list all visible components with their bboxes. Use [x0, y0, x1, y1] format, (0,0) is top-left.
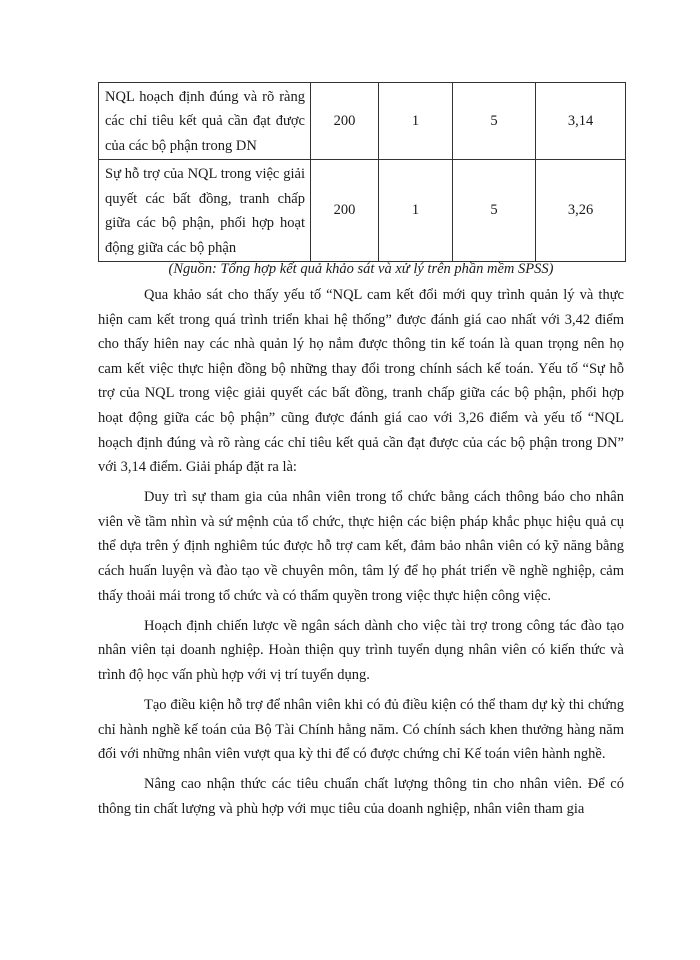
paragraph: Duy trì sự tham gia của nhân viên trong tổ chức bằng cách thông báo cho nhân viên về tầm nhìn và sứ mệnh của tổ chức, thực hiện các biện pháp khắc phục hiệu quả cụ thể dựa trên ý định nghiêm túc được hỗ trợ cam kết, đảm bảo nhân viên có kỹ năng bằng cách huấn luyện và đào tạo về chuyên môn, tâm lý để họ phát triển về nghề nghiệp, cảm thấy thoải mái trong tổ chức và có thẩm quyền trong việc thực hiện công việc.	[98, 489, 624, 604]
max-cell: 5	[453, 160, 536, 262]
paragraph: Hoạch định chiến lược về ngân sách dành cho việc tài trợ trong công tác đào tạo nhân viên tại doanh nghiệp. Hoàn thiện quy trình tuyển dụng nhân viên có kiến thức và trình độ học vấn phù hợp với vị trí tuyển dụng.	[98, 617, 624, 683]
survey-results-table	[98, 82, 626, 262]
table-row	[99, 83, 626, 160]
mean-cell: 3,14	[536, 83, 626, 160]
n-cell: 200	[311, 160, 379, 262]
n-cell: 200	[311, 83, 379, 160]
factor-cell: NQL hoạch định đúng và rõ ràng các chỉ tiêu kết quả cần đạt được của các bộ phận trong DN	[99, 83, 311, 160]
paragraph: Nâng cao nhận thức các tiêu chuẩn chất lượng thông tin cho nhân viên. Để có thông tin chất lượng và phù hợp với mục tiêu của doanh nghiệp, nhân viên tham gia	[98, 776, 624, 817]
factor-cell: Sự hỗ trợ của NQL trong việc giải quyết các bất đồng, tranh chấp giữa các bộ phận, phối hợp hoạt động giữa các bộ phận	[99, 160, 311, 262]
min-cell: 1	[379, 83, 453, 160]
paragraph: Tạo điều kiện hỗ trợ để nhân viên khi có đủ điều kiện có thể tham dự kỳ thi chứng chỉ hành nghề kế toán của Bộ Tài Chính hằng năm. Có chính sách khen thưởng hàng năm đối với những nhân viên vượt qua kỳ thi để có được chứng chỉ Kế toán viên hành nghề.	[98, 697, 624, 763]
table-source-caption: (Nguồn: Tổng hợp kết quả khảo sát và xử lý trên phần mềm SPSS)	[168, 261, 554, 277]
table-row	[99, 160, 626, 262]
min-cell: 1	[379, 160, 453, 262]
body-text	[98, 283, 624, 827]
paragraph: Qua khảo sát cho thấy yếu tố “NQL cam kết đổi mới quy trình quản lý và thực hiện cam kết trong quá trình triển khai hệ thống” được đánh giá cao nhất với 3,42 điểm cho thấy hiên nay các nhà quản lý họ nắm được thông tin kế toán là quan trọng nên họ cam kết việc thực hiện đồng bộ những thay đổi trong chính sách kế toán. Yếu tố “Sự hỗ trợ của NQL trong việc giải quyết các bất đồng, tranh chấp giữa các bộ phận, phối hợp hoạt động giữa các bộ phận” cũng được đánh giá cao với 3,26 điểm và yếu tố “NQL hoạch định đúng và rõ ràng các chỉ tiêu kết quả cần đạt được của các bộ phận trong DN” với 3,14 điểm. Giải pháp đặt ra là:	[98, 287, 624, 476]
max-cell: 5	[453, 83, 536, 160]
mean-cell: 3,26	[536, 160, 626, 262]
